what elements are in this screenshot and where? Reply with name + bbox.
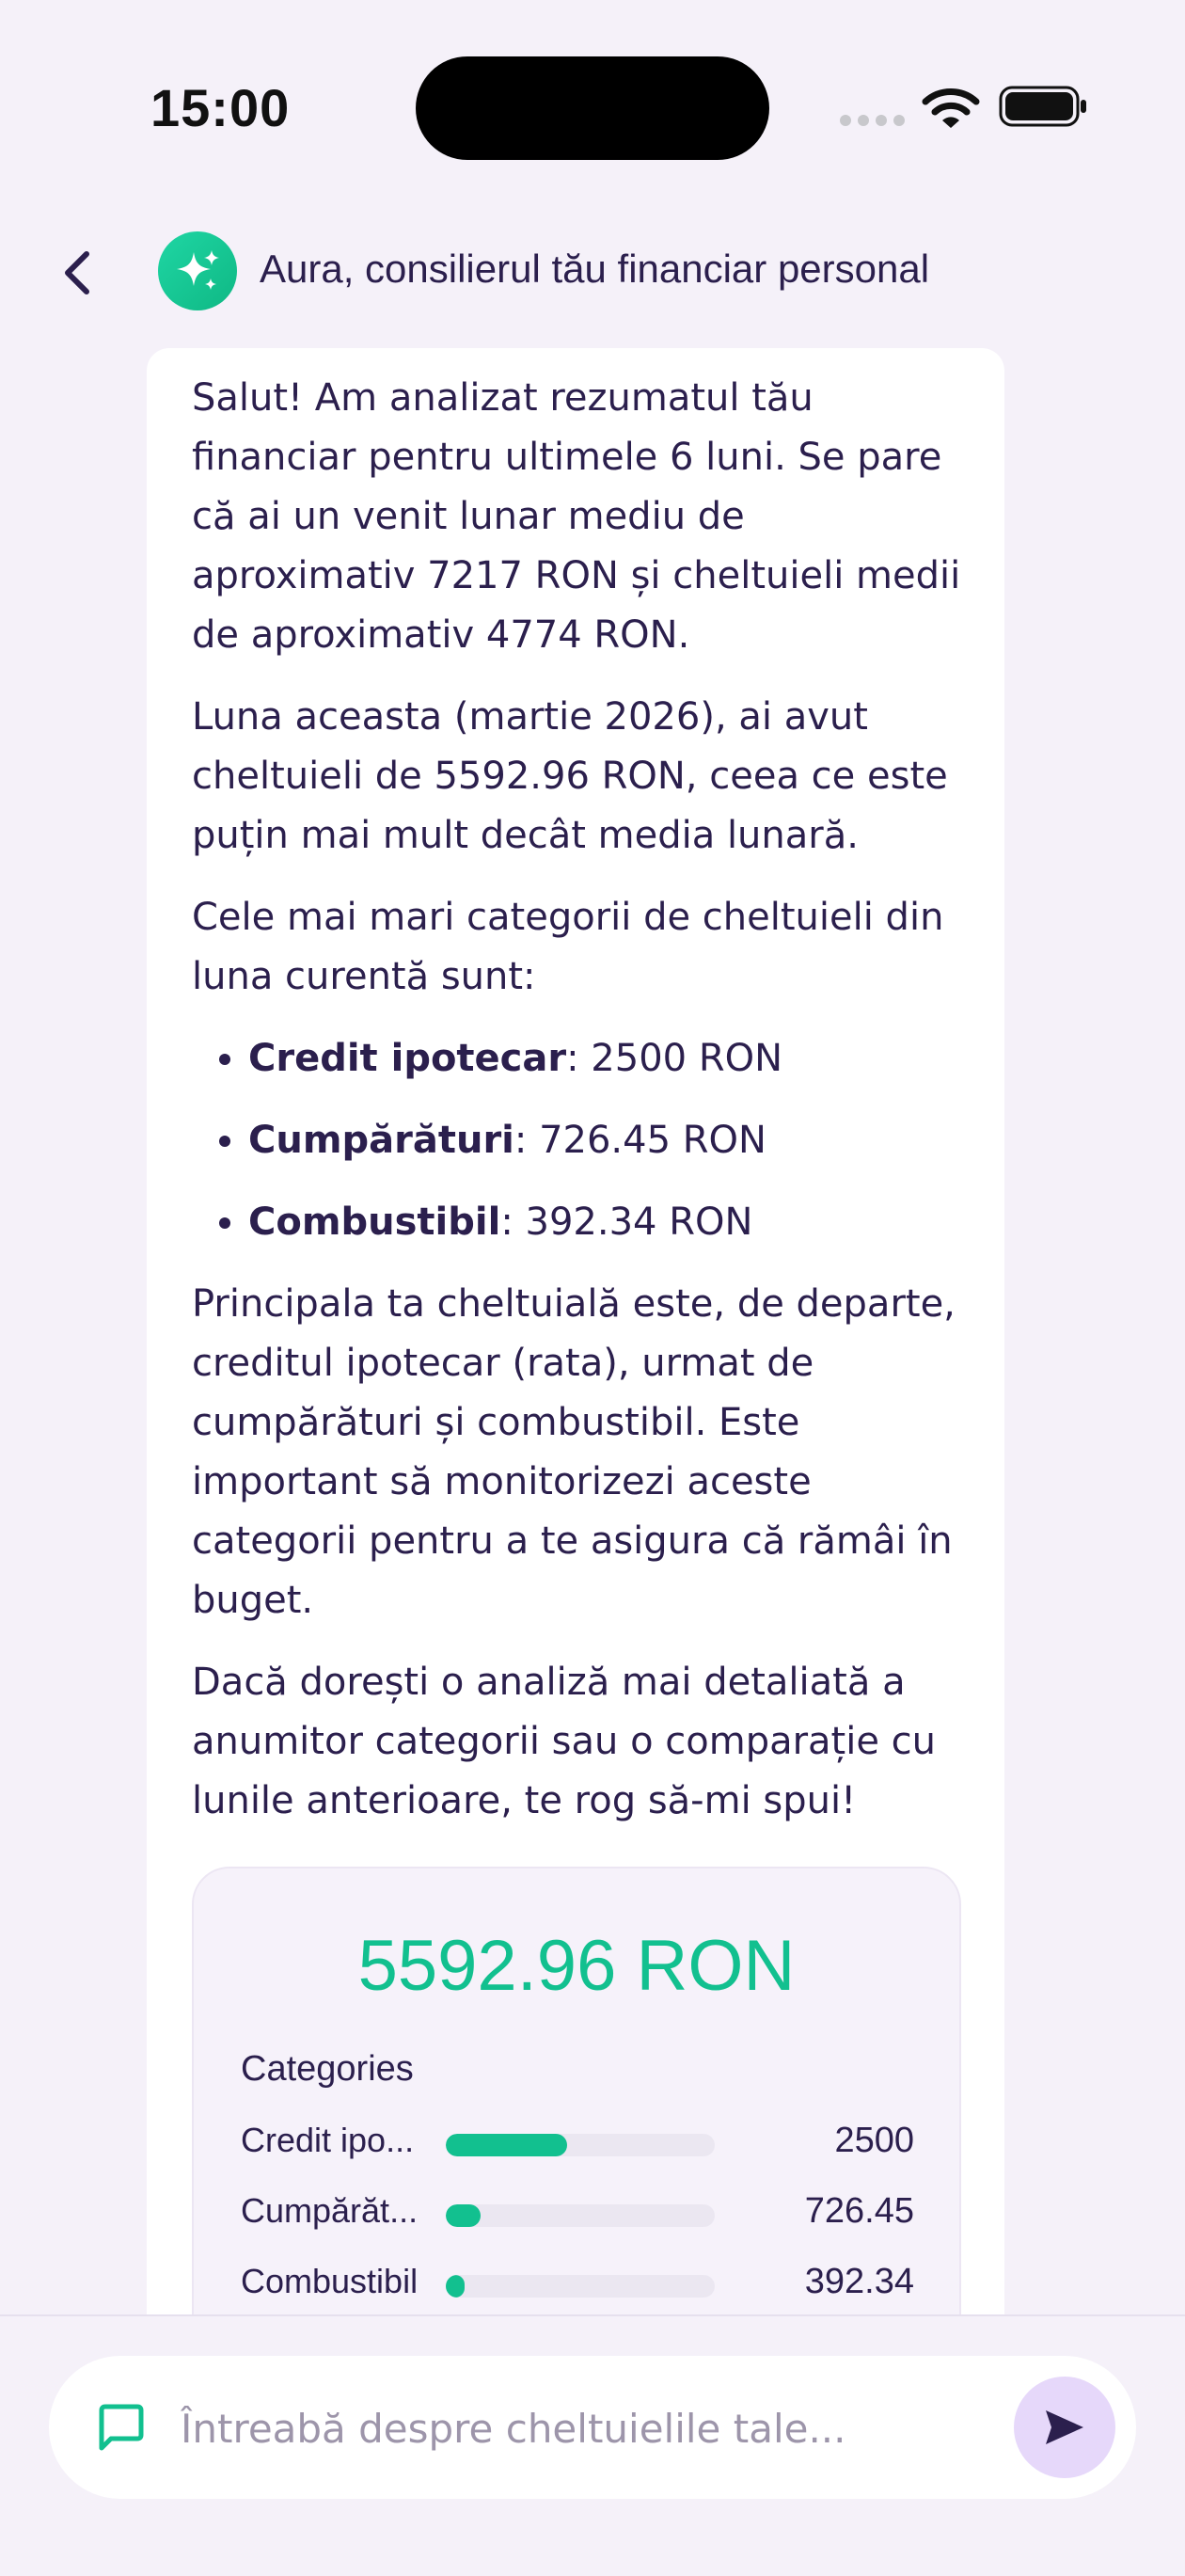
- bullet-text: : 2500 RON: [566, 1037, 783, 1080]
- dynamic-island: [416, 56, 769, 160]
- sparkles-icon: [173, 246, 222, 295]
- category-progress-track: [446, 2204, 715, 2227]
- category-name: Combustibil: [241, 2262, 419, 2300]
- message-paragraph: Cele mai mari categorii de cheltuieli din luna curentă sunt:: [192, 896, 944, 998]
- category-value: 392.34: [804, 2262, 914, 2301]
- bullet-label: Credit ipotecar: [248, 1037, 567, 1080]
- message-paragraph: Salut! Am analizat rezumatul tău financiar pentru ultimele 6 luni. Se pare că ai un venit lunar mediu de aproximativ 7217 RON și cheltuieli medii de aproximativ 4774 RON.: [192, 376, 961, 657]
- chat-input-bar: [0, 2314, 1185, 2576]
- category-progress-fill: [446, 2275, 465, 2298]
- message-paragraph: Principala ta cheltuială este, de departe, creditul ipotecar (rata), urmat de cumpărături și combustibil. Este important să monitorizezi aceste categorii pentru a te asigura că rămâi în buget.: [192, 1282, 956, 1622]
- chevron-left-icon: [53, 243, 105, 303]
- send-button[interactable]: [1014, 2377, 1115, 2478]
- category-value: 726.45: [804, 2191, 914, 2231]
- status-time: 15:00: [150, 78, 291, 137]
- chat-header: [0, 216, 1185, 348]
- bullet-label: Combustibil: [248, 1201, 501, 1244]
- categories-title: Categories: [241, 2049, 414, 2089]
- status-bar: [0, 0, 1185, 216]
- chat-input-container[interactable]: [49, 2356, 1136, 2499]
- message-content: [192, 369, 972, 1853]
- bullet-label: Cumpărături: [248, 1119, 514, 1162]
- header-title: Aura, consilierul tău financiar personal: [260, 246, 930, 291]
- wifi-icon: [922, 87, 980, 130]
- spending-summary-card: [192, 1867, 961, 2314]
- send-icon: [1042, 2405, 1087, 2450]
- summary-total: 5592.96 RON: [357, 1926, 796, 2006]
- message-square-icon: [94, 2401, 149, 2456]
- category-bullet-list: [192, 1029, 972, 1252]
- cellular-signal-icon: [840, 115, 906, 126]
- category-row: [241, 2191, 914, 2238]
- message-paragraph: Luna aceasta (martie 2026), ai avut cheltuieli de 5592.96 RON, ceea ce este puțin mai mult decât media lunară.: [192, 695, 948, 857]
- category-row: [241, 2262, 914, 2309]
- back-button[interactable]: [53, 243, 105, 303]
- category-name: Cumpărăt...: [241, 2191, 419, 2230]
- category-row: [241, 2121, 914, 2168]
- bullet-item: [248, 1111, 972, 1170]
- battery-icon: [999, 85, 1089, 128]
- category-progress-track: [446, 2275, 715, 2298]
- chat-messages[interactable]: [0, 348, 1185, 2314]
- category-name: Credit ipo...: [241, 2121, 415, 2159]
- bullet-item: [248, 1029, 972, 1089]
- chat-message-input[interactable]: [181, 2395, 989, 2461]
- assistant-message-bubble: [147, 348, 1004, 2314]
- aura-avatar: [158, 231, 237, 310]
- category-progress-fill: [446, 2134, 567, 2156]
- category-value: 2500: [834, 2121, 914, 2160]
- category-progress-fill: [446, 2204, 481, 2227]
- message-paragraph: Dacă dorești o analiză mai detaliată a anumitor categorii sau o comparație cu lunile anterioare, te rog să-mi spui!: [192, 1661, 937, 1822]
- bullet-text: : 726.45 RON: [514, 1119, 766, 1162]
- bullet-item: [248, 1193, 972, 1252]
- category-progress-track: [446, 2134, 715, 2156]
- bullet-text: : 392.34 RON: [500, 1201, 753, 1244]
